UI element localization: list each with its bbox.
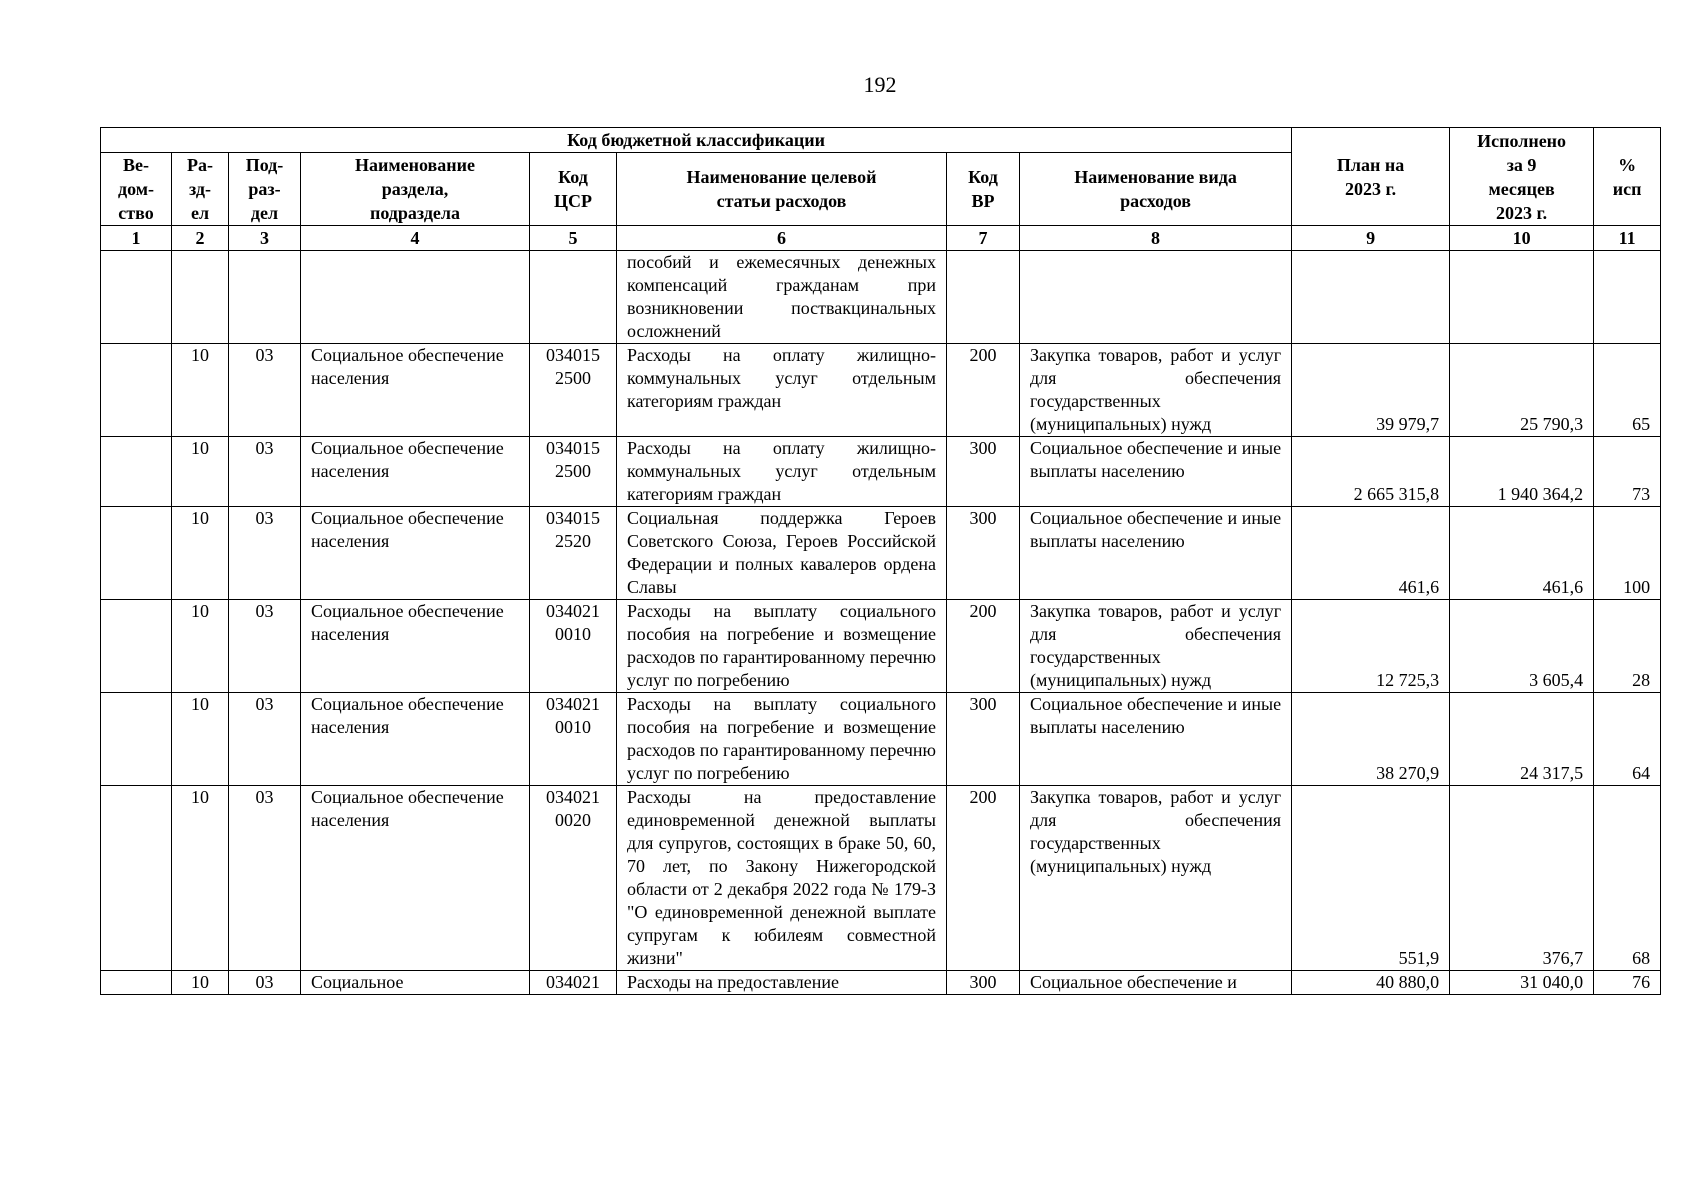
cell-percent: 68 [1594,786,1661,971]
cell-razdel: 10 [172,344,229,437]
cell-done: 376,7 [1450,786,1594,971]
column-number: 8 [1020,226,1292,251]
cell-ved [101,971,172,995]
column-header-type-name-text: Наименование вида расходов [1074,167,1237,211]
column-header-razdel-text: Ра- зд- ел [187,155,213,223]
cell-ved [101,786,172,971]
cell-percent: 28 [1594,600,1661,693]
cell-podrazdel [229,251,301,344]
table-row [101,971,1661,995]
table-row [101,251,1661,344]
cell-target-name: пособий и ежемесячных денежных компенсаций гражданам при возникновении поствакцинальных осложнений [617,251,947,344]
cell-done: 25 790,3 [1450,344,1594,437]
column-header-podrazdel-text: Под- раз- дел [245,155,284,223]
column-number: 6 [617,226,947,251]
cell-plan: 40 880,0 [1292,971,1450,995]
column-header-vr [947,153,1020,226]
column-number: 3 [229,226,301,251]
cell-type-name: Закупка товаров, работ и услуг для обеспечения государственных (муниципальных) нужд [1020,600,1292,693]
cell-csr: 034021 [530,971,617,995]
table-header [101,128,1661,251]
cell-vr: 300 [947,507,1020,600]
cell-section-name: Социальное обеспечение населения [301,344,530,437]
cell-section-name: Социальное обеспечение населения [301,693,530,786]
cell-csr: 034015 2520 [530,507,617,600]
cell-section-name: Социальное обеспечение населения [301,600,530,693]
cell-percent: 73 [1594,437,1661,507]
cell-target-name: Расходы на предоставление единовременной денежной выплаты для супругов, состоящих в браке 50, 60, 70 лет, по Закону Нижегородской области от 2 декабря 2022 года № 179-З "О единовременной денежной выплате супругам к юбилеям совместной жизни" [617,786,947,971]
column-number: 5 [530,226,617,251]
cell-target-name: Расходы на оплату жилищно-коммунальных услуг отдельным категориям граждан [617,344,947,437]
cell-plan: 38 270,9 [1292,693,1450,786]
cell-plan: 551,9 [1292,786,1450,971]
column-numbers-row [101,226,1661,251]
cell-type-name: Социальное обеспечение и иные выплаты населению [1020,437,1292,507]
column-header-csr-text: Код ЦСР [554,167,592,211]
cell-csr [530,251,617,344]
cell-percent: 64 [1594,693,1661,786]
cell-done [1450,251,1594,344]
cell-plan: 39 979,7 [1292,344,1450,437]
cell-done: 1 940 364,2 [1450,437,1594,507]
column-header-percent [1594,128,1661,226]
cell-done: 24 317,5 [1450,693,1594,786]
cell-razdel: 10 [172,786,229,971]
column-number: 11 [1594,226,1661,251]
column-header-razdel [172,153,229,226]
budget-table [100,127,1661,995]
cell-plan: 2 665 315,8 [1292,437,1450,507]
cell-section-name: Социальное обеспечение населения [301,437,530,507]
cell-type-name: Социальное обеспечение и иные выплаты населению [1020,507,1292,600]
cell-podrazdel: 03 [229,344,301,437]
column-header-ved-text: Ве- дом- ство [117,155,155,223]
cell-ved [101,251,172,344]
cell-section-name: Социальное [301,971,530,995]
column-number: 7 [947,226,1020,251]
table-body [101,251,1661,995]
column-header-section-name [301,153,530,226]
column-header-type-name [1020,153,1292,226]
cell-section-name: Социальное обеспечение населения [301,786,530,971]
cell-type-name: Закупка товаров, работ и услуг для обеспечения государственных (муниципальных) нужд [1020,786,1292,971]
column-number: 10 [1450,226,1594,251]
column-header-podrazdel [229,153,301,226]
cell-vr: 200 [947,600,1020,693]
cell-razdel: 10 [172,971,229,995]
cell-plan [1292,251,1450,344]
cell-percent: 100 [1594,507,1661,600]
column-number: 9 [1292,226,1450,251]
cell-vr: 300 [947,437,1020,507]
cell-csr: 034021 0010 [530,693,617,786]
cell-section-name [301,251,530,344]
column-header-done [1450,128,1594,226]
column-header-percent-text: % исп [1612,154,1642,199]
cell-plan: 12 725,3 [1292,600,1450,693]
table-row [101,507,1661,600]
cell-razdel: 10 [172,693,229,786]
cell-razdel: 10 [172,437,229,507]
cell-podrazdel: 03 [229,437,301,507]
table-row [101,344,1661,437]
cell-type-name: Закупка товаров, работ и услуг для обеспечения государственных (муниципальных) нужд [1020,344,1292,437]
column-number: 2 [172,226,229,251]
column-header-vr-text: Код ВР [968,167,998,211]
table-row [101,600,1661,693]
column-header-plan [1292,128,1450,226]
cell-done: 3 605,4 [1450,600,1594,693]
cell-target-name: Расходы на выплату социального пособия на погребение и возмещение расходов по гарантированному перечню услуг по погребению [617,600,947,693]
cell-podrazdel: 03 [229,971,301,995]
cell-section-name: Социальное обеспечение населения [301,507,530,600]
budget-code-group-header: Код бюджетной классификации [101,128,1292,153]
cell-csr: 034015 2500 [530,437,617,507]
column-header-csr [530,153,617,226]
cell-podrazdel: 03 [229,600,301,693]
cell-csr: 034021 0020 [530,786,617,971]
cell-razdel: 10 [172,507,229,600]
cell-ved [101,344,172,437]
table-row [101,437,1661,507]
cell-done: 461,6 [1450,507,1594,600]
cell-razdel: 10 [172,600,229,693]
cell-csr: 034021 0010 [530,600,617,693]
cell-podrazdel: 03 [229,786,301,971]
cell-vr: 300 [947,971,1020,995]
cell-percent: 65 [1594,344,1661,437]
cell-percent: 76 [1594,971,1661,995]
cell-percent [1594,251,1661,344]
cell-type-name [1020,251,1292,344]
cell-type-name: Социальное обеспечение и иные выплаты населению [1020,693,1292,786]
column-header-plan-text: План на 2023 г. [1336,154,1405,199]
cell-vr: 200 [947,786,1020,971]
column-number: 1 [101,226,172,251]
cell-vr: 200 [947,344,1020,437]
column-number: 4 [301,226,530,251]
cell-vr [947,251,1020,344]
column-header-target-name-text: Наименование целевой статьи расходов [686,167,877,211]
cell-vr: 300 [947,693,1020,786]
column-header-ved [101,153,172,226]
cell-target-name: Социальная поддержка Героев Советского Союза, Героев Российской Федерации и полных кавалеров ордена Славы [617,507,947,600]
column-header-target-name [617,153,947,226]
header-group-row [101,128,1661,153]
cell-target-name: Расходы на выплату социального пособия на погребение и возмещение расходов по гарантированному перечню услуг по погребению [617,693,947,786]
cell-ved [101,437,172,507]
cell-podrazdel: 03 [229,693,301,786]
cell-type-name: Социальное обеспечение и [1020,971,1292,995]
page-number: 192 [863,72,897,97]
table-row [101,693,1661,786]
cell-podrazdel: 03 [229,507,301,600]
column-header-section-name-text: Наименование раздела, подраздела [355,155,475,223]
cell-target-name: Расходы на оплату жилищно-коммунальных услуг отдельным категориям граждан [617,437,947,507]
cell-ved [101,600,172,693]
cell-ved [101,507,172,600]
cell-target-name: Расходы на предоставление [617,971,947,995]
cell-done: 31 040,0 [1450,971,1594,995]
table-row [101,786,1661,971]
cell-ved [101,693,172,786]
cell-csr: 034015 2500 [530,344,617,437]
column-header-done-text: Исполнено за 9 месяцев 2023 г. [1477,130,1567,223]
cell-plan: 461,6 [1292,507,1450,600]
cell-razdel [172,251,229,344]
